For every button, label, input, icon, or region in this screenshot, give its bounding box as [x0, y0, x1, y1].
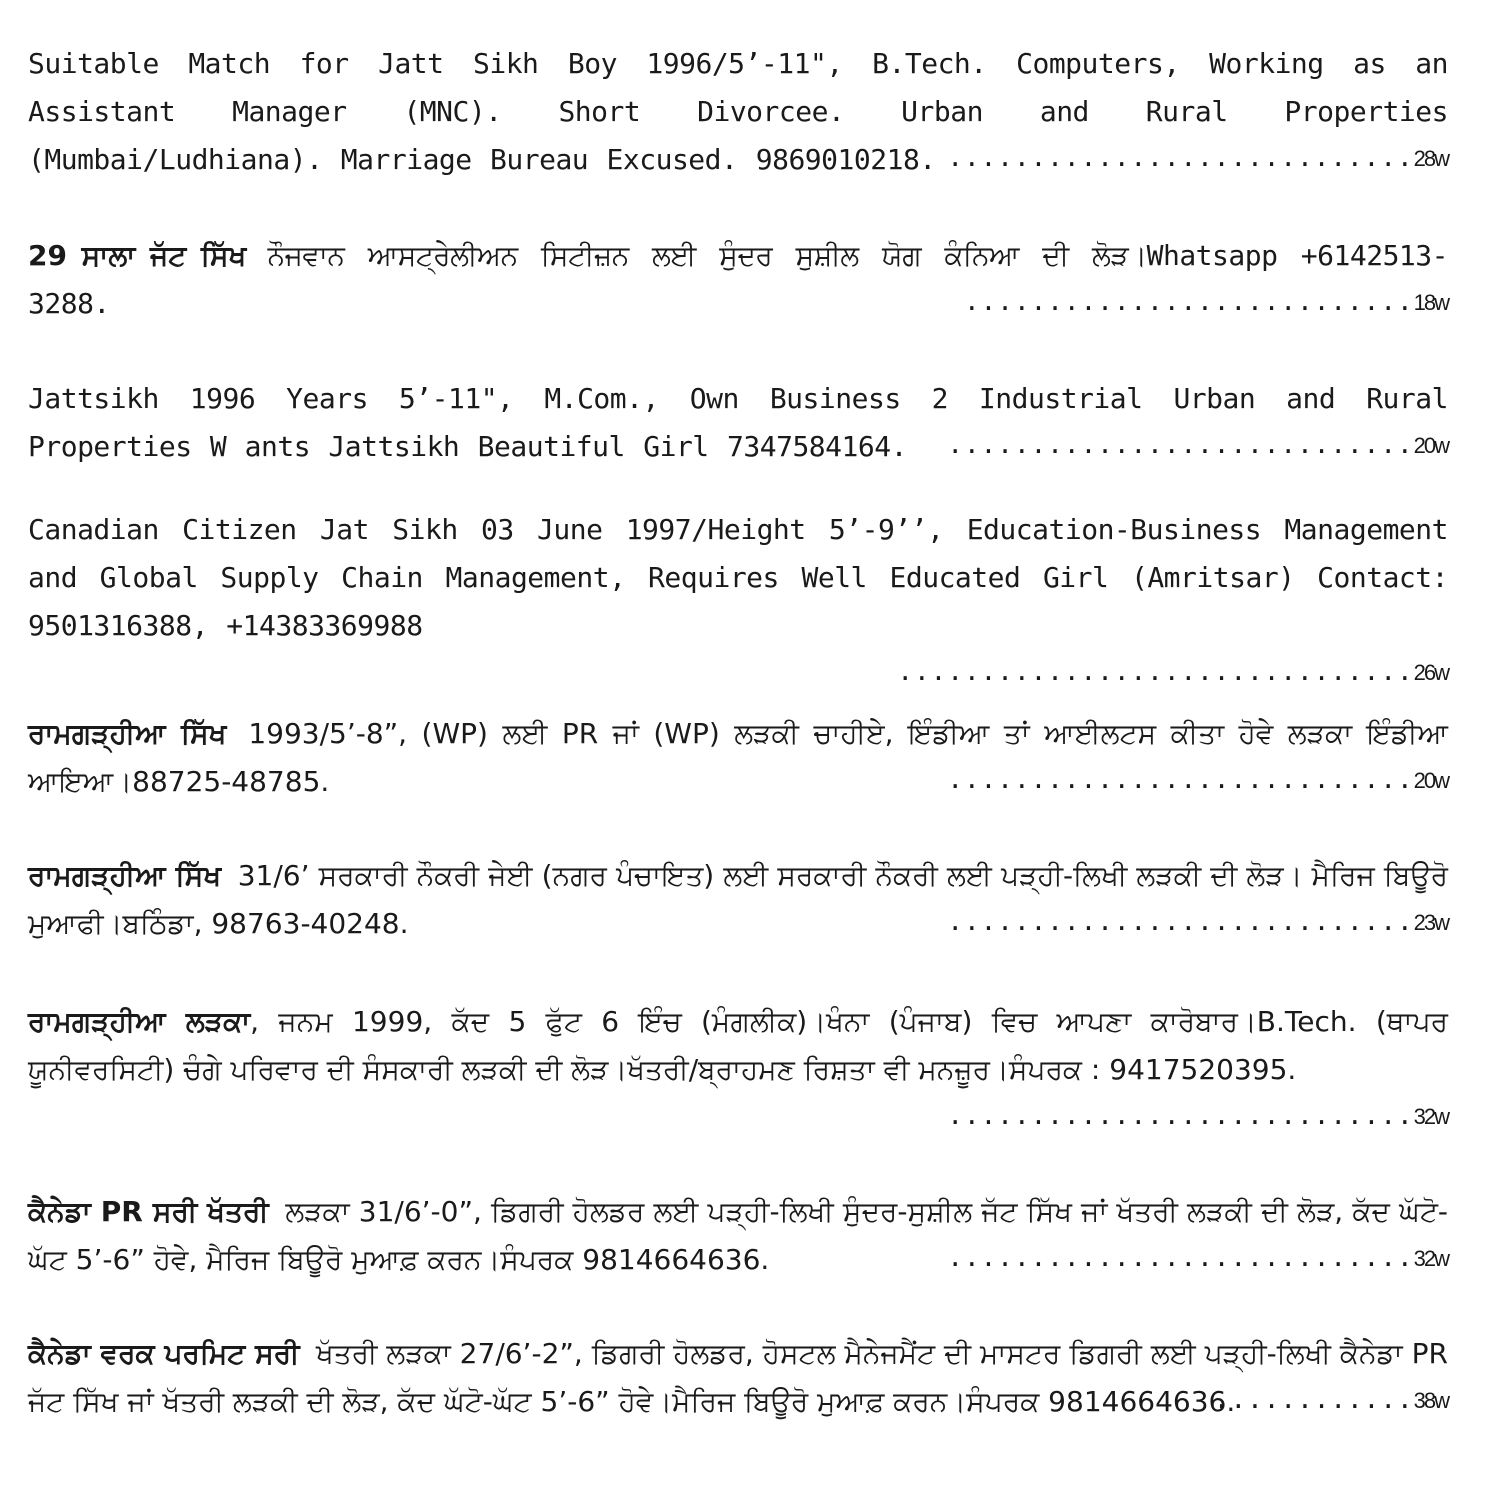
ad-code: 38w: [1413, 1388, 1448, 1413]
ad-text: Canadian Citizen Jat Sikh 03 June 1997/Height 5’-9’’, Education-Business Management and Global Supply Chain Management, Requires Well Educated Girl (Amritsar) Contact: 9501316388, +14383369988: [28, 513, 1448, 642]
leader-dots: ...........................: [964, 287, 1414, 317]
ad-code-line: [28, 650, 1448, 695]
matrimonial-ad-6: [28, 852, 1448, 945]
matrimonial-ad-5: [28, 710, 1448, 803]
matrimonial-ad-2: [28, 232, 1448, 325]
ad-code: 20w: [1413, 433, 1448, 458]
ad-code: 32w: [1413, 1104, 1448, 1129]
ad-code: 23w: [1413, 910, 1448, 935]
leader-dots: ...............................: [897, 657, 1414, 687]
leader-dots: ............: [1213, 1385, 1414, 1415]
ad-code: 20w: [1413, 768, 1448, 793]
matrimonial-ad-1: [28, 40, 1448, 181]
leader-dots: ............................: [947, 1101, 1414, 1131]
matrimonial-ad-4: [28, 506, 1448, 695]
ad-text: Jattsikh 1996 Years 5’-11", M.Com., Own Business 2 Industrial Urban and Rural Properties W ants Jattsikh Beautiful Girl 7347584164.: [28, 382, 1448, 463]
ad-text: ਨੌਜਵਾਨ ਆਸਟ੍ਰੇਲੀਅਨ ਸਿਟੀਜ਼ਨ ਲਈ ਸੁੰਦਰ ਸੁਸ਼ੀਲ ਯੋਗ ਕੰਨਿਆ ਦੀ ਲੋੜ।Whatsapp +6142513-3288.: [28, 239, 1448, 320]
ad-text: 31/6’ ਸਰਕਾਰੀ ਨੌਕਰੀ ਜੇਈ (ਨਗਰ ਪੰਚਾਇਤ) ਲਈ ਸਰਕਾਰੀ ਨੌਕਰੀ ਲਈ ਪੜ੍ਹੀ-ਲਿਖੀ ਲੜਕੀ ਦੀ ਲੋੜ। ਮੈਰਿਜ ਬਿਊਰੋ ਮੁਆਫੀ।ਬਠਿੰਡਾ, 98763-40248.: [28, 859, 1448, 940]
matrimonial-ad-7: [28, 998, 1448, 1139]
leader-dots: ............................: [947, 1243, 1414, 1273]
matrimonial-ad-9: [28, 1330, 1448, 1423]
matrimonial-ad-8: [28, 1188, 1448, 1281]
ad-text: ਲੜਕਾ 31/6’-0”, ਡਿਗਰੀ ਹੋਲਡਰ ਲਈ ਪੜ੍ਹੀ-ਲਿਖੀ ਸੁੰਦਰ-ਸੁਸ਼ੀਲ ਜੱਟ ਸਿੱਖ ਜਾਂ ਖੱਤਰੀ ਲੜਕੀ ਦੀ ਲੋੜ, ਕੱਦ ਘੱਟੋ-ਘੱਟ 5’-6” ਹੋਵੇ, ਮੈਰਿਜ ਬਿਊਰੋ ਮੁਆਫ਼ ਕਰਨ।ਸੰਪਰਕ 9814664636.: [28, 1195, 1448, 1276]
leader-dots: ............................: [947, 907, 1414, 937]
ad-lead: ਰਾਮਗੜ੍ਹੀਆ ਲੜਕਾ: [28, 1005, 251, 1038]
ad-lead: ਕੈਨੇਡਾ ਵਰਕ ਪਰਮਿਟ ਸਰੀ: [28, 1337, 300, 1370]
ad-text: 1993/5’-8”, (WP) ਲਈ PR ਜਾਂ (WP) ਲੜਕੀ ਚਾਹੀਏ, ਇੰਡੀਆ ਤਾਂ ਆਈਲਟਸ ਕੀਤਾ ਹੋਵੇ ਲੜਕਾ ਇੰਡੀਆ ਆਇਆ।88725-48785.: [28, 717, 1448, 798]
ad-text: ਖੱਤਰੀ ਲੜਕਾ 27/6’-2”, ਡਿਗਰੀ ਹੋਲਡਰ, ਹੋਸਟਲ ਮੈਨੇਜਮੈਂਟ ਦੀ ਮਾਸਟਰ ਡਿਗਰੀ ਲਈ ਪੜ੍ਹੀ-ਲਿਖੀ ਕੈਨੇਡਾ PR ਜੱਟ ਸਿੱਖ ਜਾਂ ਖੱਤਰੀ ਲੜਕੀ ਦੀ ਲੋੜ, ਕੱਦ ਘੱਟੋ-ਘੱਟ 5’-6” ਹੋਵੇ।ਮੈਰਿਜ ਬਿਊਰੋ ਮੁਆਫ਼ ਕਰਨ।ਸੰਪਰਕ 9814664636.: [28, 1337, 1449, 1418]
leader-dots: ............................: [947, 765, 1414, 795]
leader-dots: ............................: [947, 430, 1414, 460]
ad-code: 26w: [1413, 660, 1448, 685]
matrimonial-ad-3: [28, 375, 1448, 468]
ad-code: 18w: [1413, 290, 1448, 315]
ad-code-line: [28, 280, 1448, 325]
ad-code: 28w: [1413, 146, 1448, 171]
ad-lead: ਕੈਨੇਡਾ PR ਸਰੀ ਖੱਤਰੀ: [28, 1195, 269, 1228]
ad-lead: ਰਾਮਗੜ੍ਹੀਆ ਸਿੱਖ: [28, 859, 222, 892]
ad-text: , ਜਨਮ 1999, ਕੱਦ 5 ਫੁੱਟ 6 ਇੰਚ (ਮੰਗਲੀਕ)।ਖੰਨਾ (ਪੰਜਾਬ) ਵਿਚ ਆਪਣਾ ਕਾਰੋਬਾਰ।B.Tech. (ਥਾਪਰ ਯੂਨੀਵਰਸਿਟੀ) ਚੰਗੇ ਪਰਿਵਾਰ ਦੀ ਸੰਸਕਾਰੀ ਲੜਕੀ ਦੀ ਲੋੜ।ਖੱਤਰੀ/ਬ੍ਰਾਹਮਣ ਰਿਸ਼ਤਾ ਵੀ ਮਨਜ਼ੂਰ।ਸੰਪਰਕ : 9417520395.: [28, 1005, 1448, 1086]
ad-text: Suitable Match for Jatt Sikh Boy 1996/5’-11", B.Tech. Computers, Working as an Assistant Manager (MNC). Short Divorcee. Urban and Rural Properties (Mumbai/Ludhiana). Marriage Bureau Excused. 9869010218.: [28, 47, 1448, 176]
ad-lead: ਰਾਮਗੜ੍ਹੀਆ ਸਿੱਖ: [28, 717, 227, 750]
leader-dots: ............................: [947, 143, 1414, 173]
ad-lead: 29 ਸਾਲਾ ਜੱਟ ਸਿੱਖ: [28, 239, 247, 272]
ad-code: 32w: [1413, 1246, 1448, 1271]
ad-code-line: [28, 1094, 1448, 1139]
